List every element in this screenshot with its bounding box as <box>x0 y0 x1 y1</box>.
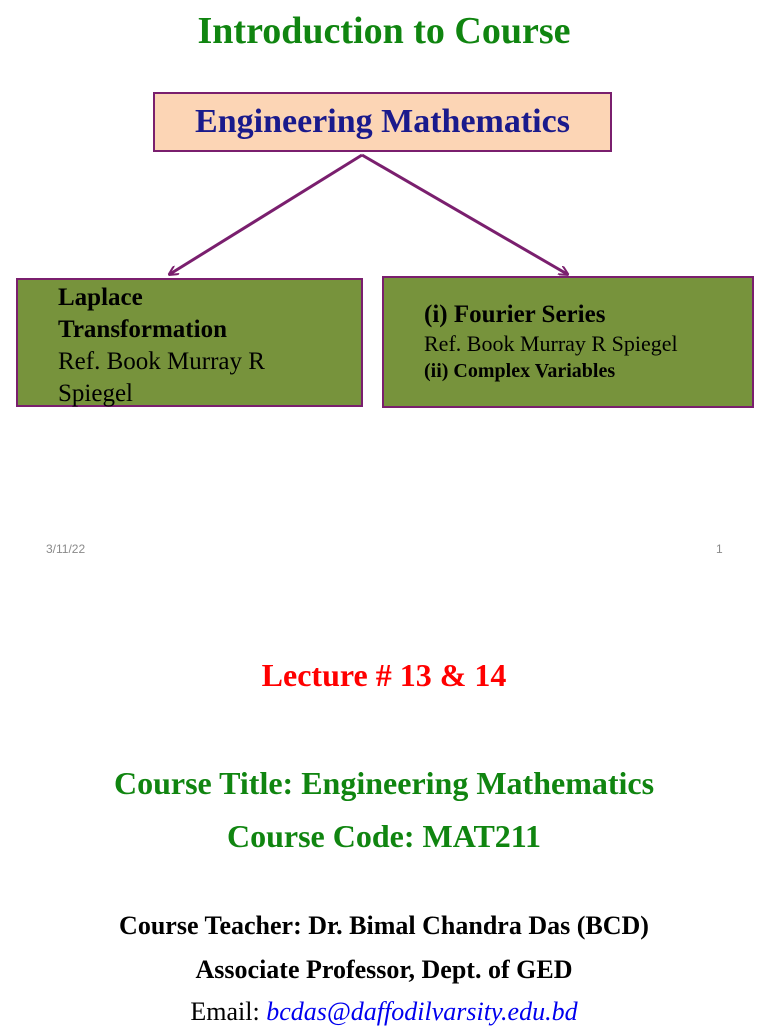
laplace-line2: Transformation <box>58 316 227 343</box>
laplace-line1: Laplace <box>58 284 143 311</box>
email-link[interactable]: bcdas@daffodilvarsity.edu.bd <box>266 997 578 1026</box>
slide-title: Introduction to Course <box>197 10 571 52</box>
arrow-left <box>170 155 362 274</box>
laplace-ref-line2: Spiegel <box>58 380 133 407</box>
fourier-heading: (i) Fourier Series <box>424 301 606 328</box>
fourier-reference: Ref. Book Murray R Spiegel <box>424 331 678 356</box>
arrow-right <box>362 155 567 274</box>
laplace-box <box>16 278 363 407</box>
laplace-ref-line1: Ref. Book Murray R <box>58 348 265 375</box>
lecture-heading: Lecture # 13 & 14 <box>261 657 507 693</box>
root-concept-label: Engineering Mathematics <box>195 103 570 140</box>
slide-date: 3/11/22 <box>46 542 86 556</box>
course-code: Course Code: MAT211 <box>226 818 542 854</box>
teacher-position: Associate Professor, Dept. of GED <box>195 955 573 984</box>
course-title: Course Title: Engineering Mathematics <box>113 765 655 801</box>
email-label: Email: <box>190 997 267 1026</box>
email-line <box>0 994 768 1030</box>
course-teacher: Course Teacher: Dr. Bimal Chandra Das (BCD) <box>119 911 649 940</box>
slide-page-number: 1 <box>716 542 723 556</box>
branch-arrows <box>0 0 768 300</box>
complex-variables-label: (ii) Complex Variables <box>424 360 616 382</box>
fourier-box <box>382 276 754 408</box>
